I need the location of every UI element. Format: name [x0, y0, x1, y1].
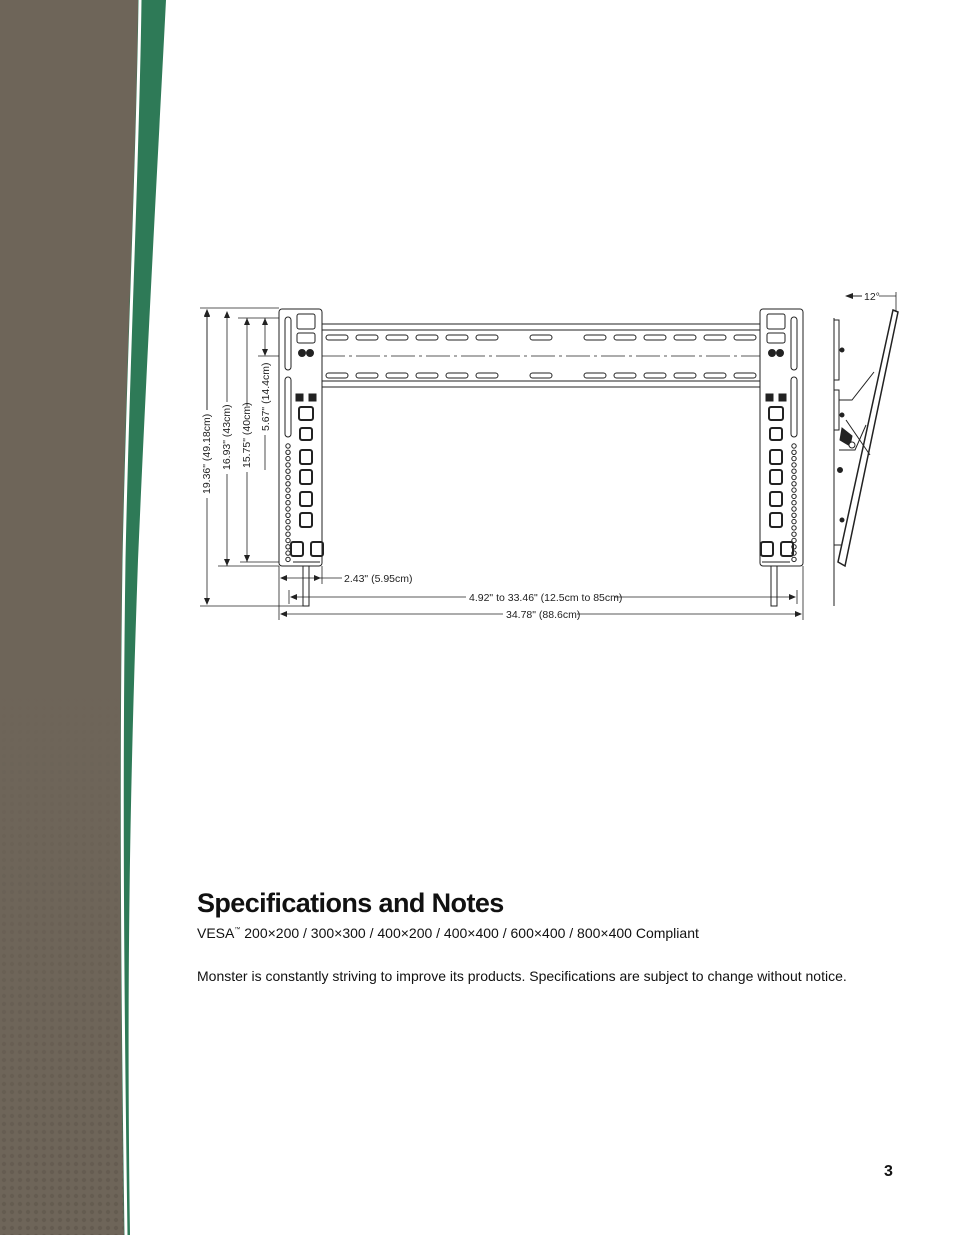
- page-heading: Specifications and Notes: [197, 888, 504, 918]
- vertical-dimension-arrowheads: [204, 309, 268, 605]
- dim-height-4: 5.67" (14.4cm): [260, 362, 272, 431]
- page-number: 3: [884, 1163, 893, 1180]
- left-vertical-bracket: [279, 309, 323, 606]
- dim-height-2: 16.93" (43cm): [221, 404, 233, 470]
- vesa-prefix: VESA: [197, 925, 235, 941]
- dim-overall-width: 34.78" (88.6cm): [506, 609, 581, 621]
- dim-overall-height: 19.36" (49.18cm): [201, 413, 213, 494]
- dim-height-3: 15.75" (40cm): [241, 402, 253, 468]
- vesa-trademark: ™: [234, 927, 241, 933]
- vesa-compliance-line: [197, 925, 699, 941]
- vesa-patterns: 200×200 / 300×300 / 400×200 / 400×400 / 600×400 / 800×400 Compliant: [240, 925, 699, 941]
- dim-vesa-span: 4.92" to 33.46" (12.5cm to 85cm): [469, 592, 623, 604]
- change-notice: Monster is constantly striving to improve its products. Specifications are subject to change without notice.: [197, 968, 847, 984]
- right-vertical-bracket: [760, 309, 803, 606]
- tilt-angle-label: 12°: [864, 291, 880, 303]
- dim-bracket-width: 2.43" (5.95cm): [344, 573, 413, 585]
- mount-side-view: [834, 292, 898, 606]
- mount-front-view: [279, 309, 803, 606]
